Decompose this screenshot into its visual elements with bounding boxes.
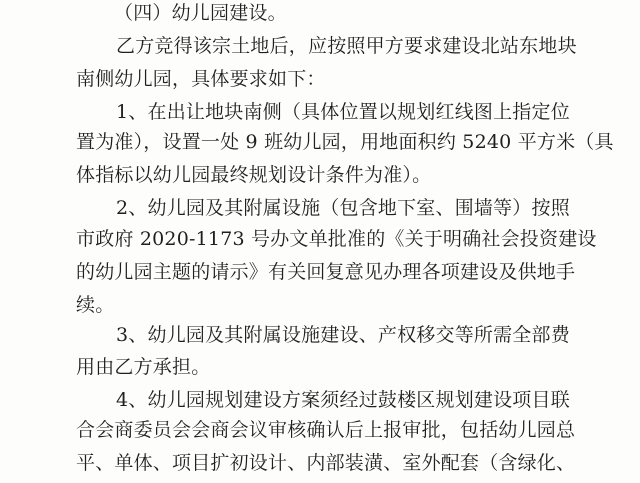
section-heading: [0, 0, 640, 28]
paragraph-text: 续。: [76, 294, 115, 316]
paragraph-item2-line-1: [0, 193, 640, 223]
paragraph-text: 1、在出让地块南侧（具体位置以规划红线图上指定位: [116, 101, 570, 123]
paragraph-text: 的幼儿园主题的请示》有关回复意见办理各项建设及供地手: [76, 261, 576, 283]
paragraph-text: 用由乙方承担。: [76, 356, 211, 378]
paragraph-text: 平、单体、项目扩初设计、内部装潢、室外配套（含绿化、: [76, 452, 576, 474]
paragraph-text: 置为准），设置一处 9 班幼儿园，用地面积约 5240 平方米（具: [76, 131, 614, 153]
paragraph-item4-line-2: [0, 415, 640, 445]
paragraph-item3-line-2: [0, 352, 640, 382]
paragraph-item1-line-1: [0, 97, 640, 127]
paragraph-text: 南侧幼儿园，具体要求如下：: [76, 68, 326, 90]
paragraph-text: 4、幼儿园规划建设方案须经过鼓楼区规划建设项目联: [116, 389, 570, 411]
paragraph-item1-line-2: [0, 127, 640, 157]
paragraph-item3-line-1: [0, 320, 640, 350]
paragraph-text: 体指标以幼儿园最终规划设计条件为准）。: [76, 164, 432, 186]
paragraph-intro-line-1: [0, 31, 640, 61]
paragraph-text: 3、幼儿园及其附属设施建设、产权移交等所需全部费: [116, 324, 570, 346]
paragraph-text: 2、幼儿园及其附属设施（包含地下室、围墙等）按照: [116, 197, 570, 219]
paragraph-text: 乙方竞得该宗土地后，应按照甲方要求建设北站东地块: [116, 35, 577, 57]
section-heading-text: （四）幼儿园建设。: [114, 2, 287, 24]
paragraph-item4-line-1: [0, 385, 640, 415]
paragraph-item4-line-3: [0, 448, 640, 478]
paragraph-item2-line-2: [0, 224, 640, 254]
paragraph-item1-line-3: [0, 160, 640, 190]
paragraph-text: 市政府 2020-1173 号办文单批准的《关于明确社会投资建设: [76, 228, 597, 250]
paragraph-item2-line-4: [0, 290, 640, 320]
paragraph-intro-line-2: [0, 64, 640, 94]
paragraph-text: 合会商委员会会商会议审核确认后上报审批，包括幼儿园总: [76, 419, 576, 441]
paragraph-item2-line-3: [0, 257, 640, 287]
